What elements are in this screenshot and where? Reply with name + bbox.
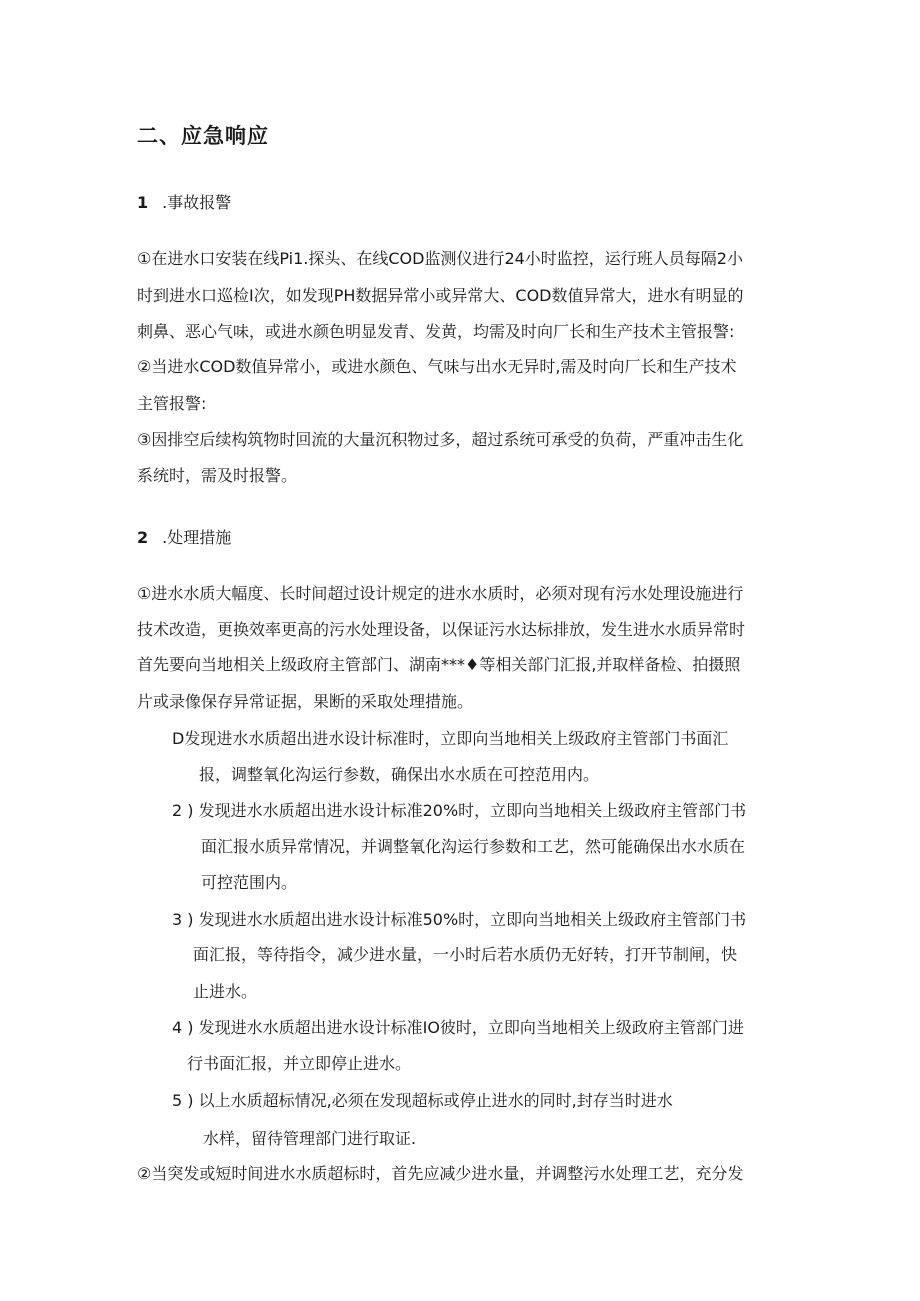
paragraph-line: 主管报警: (137, 394, 207, 413)
paragraph-line: 系统时，需及时报警。 (137, 466, 298, 485)
subsection-title-text: .事故报警 (162, 193, 232, 212)
paragraph-line: 时到进水口巡检I次，如发现PH数据异常小或异常大、COD数值异常大，进水有明显的 (137, 286, 744, 305)
list-item-continuation: 可控范围内。 (201, 873, 298, 892)
paragraph-line: 首先要向当地相关上级政府主管部门、湖南***♦等相关部门汇报,并取样备检、拍摄照 (137, 655, 741, 674)
list-item-continuation: 止进水。 (193, 982, 258, 1001)
list-item-continuation: 面汇报水质异常情况，并调整氧化沟运行参数和工艺，然可能确保出水水质在 (201, 837, 746, 856)
paragraph-line: 片或录像保存异常证据，果断的采取处理措施。 (137, 692, 474, 711)
paragraph-line: 刺鼻、恶心气味，或进水颜色明显发青、发黄，均需及时向厂长和生产技术主管报警: (137, 322, 735, 341)
paragraph-line: ①在进水口安装在线Pi1.探头、在线COD监测仪进行24小时监控，运行班人员每隔2小 (137, 249, 743, 268)
paragraph-line: ③因排空后续构筑物时回流的大量沉积物过多，超过系统可承受的负荷，严重冲击生化 (137, 430, 744, 449)
paragraph-line: 技术改造，更换效率更高的污水处理设备，以保证污水达标排放，发生进水水质异常时 (137, 620, 746, 639)
list-item: 4 ) 发现进水水质超出进水设计标准IO彼时，立即向当地相关上级政府主管部门进 (172, 1018, 744, 1037)
list-item: 2 ) 发现进水水质超出进水设计标准20%时，立即向当地相关上级政府主管部门书 (172, 801, 747, 820)
subsection-title-text: .处理措施 (162, 528, 232, 547)
list-item-continuation: 行书面汇报，并立即停止进水。 (187, 1054, 412, 1073)
paragraph-line: ②当突发或短时间进水水质超标时，首先应减少进水量，并调整污水处理工艺，充分发 (137, 1164, 744, 1183)
paragraph-line: ①进水水质大幅度、长时间超过设计规定的进水水质时，必须对现有污水处理设施进行 (137, 584, 744, 603)
list-item-continuation: 报，调整氧化沟运行参数，确保出水水质在可控范用内。 (199, 765, 600, 784)
subsection-number: 2 (137, 528, 149, 547)
list-item: 3 ) 发现进水水质超出进水设计标准50%时，立即向当地相关上级政府主管部门书 (172, 910, 747, 929)
list-item-continuation: 面汇报，等待指令，减少进水量，一小时后若水质仍无好转，打开节制闸，快 (193, 945, 738, 964)
subsection-title-measures (137, 525, 231, 548)
paragraph-line: ②当进水COD数值异常小，或进水颜色、气味与出水无异时,需及时向厂长和生产技术 (137, 357, 737, 376)
subsection-number: 1 (137, 193, 149, 212)
section-heading: 二、应急响应 (137, 124, 269, 148)
list-item: 5 ) 以上水质超标情况,必须在发现超标或停止进水的同时,封存当时进水 (172, 1091, 673, 1110)
list-item: D发现进水水质超出进水设计标准时，立即向当地相关上级政府主管部门书面汇 (172, 729, 729, 748)
list-item-continuation: 水样，留待管理部门进行取证. (203, 1129, 417, 1148)
subsection-title-alarm (137, 190, 231, 213)
